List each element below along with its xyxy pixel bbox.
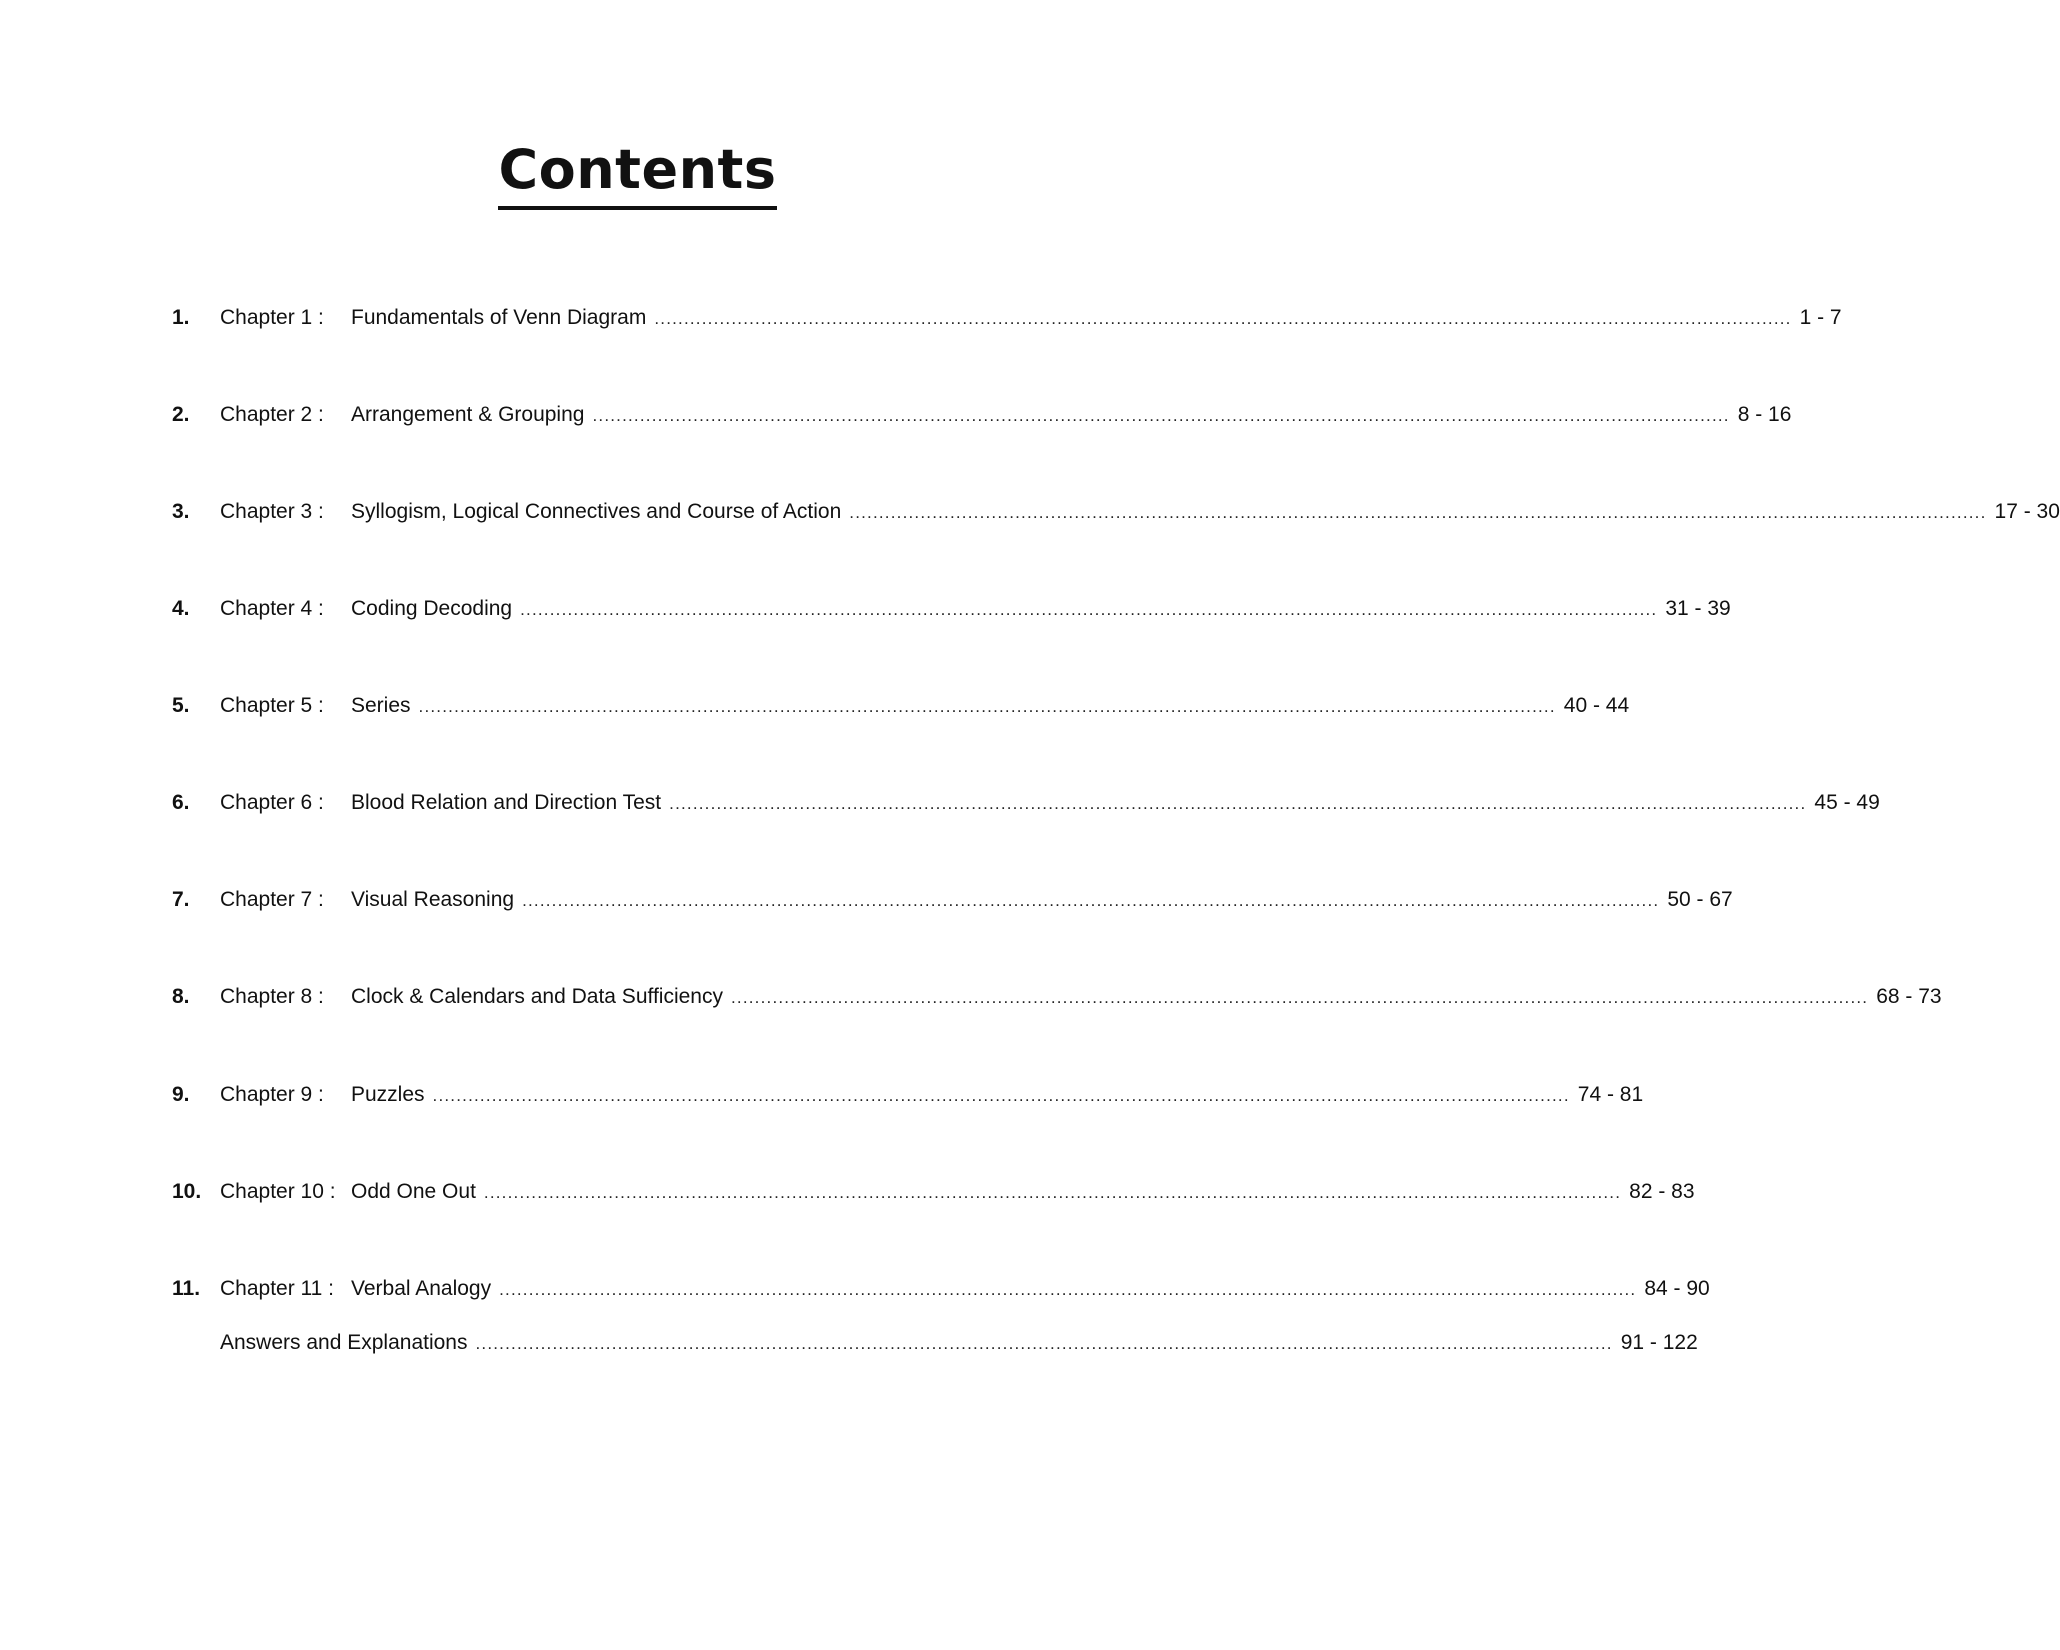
toc-entry-7[interactable]	[170, 884, 1733, 916]
page-range: 68 - 73	[1876, 985, 1942, 1008]
dot-leader: ................................................................................................................................................................................................	[432, 1086, 1570, 1105]
entry-number: 8.	[172, 985, 190, 1008]
dot-leader: ................................................................................................................................................................................................	[849, 503, 1987, 522]
chapter-title: Verbal Analogy	[351, 1277, 492, 1300]
page-range: 40 - 44	[1563, 694, 1630, 717]
dot-leader: ................................................................................................................................................................................................	[592, 406, 1730, 425]
toc-entry-1[interactable]	[170, 302, 1842, 334]
toc-entry-answers[interactable]	[170, 1327, 1698, 1359]
entry-number: 1.	[172, 306, 190, 329]
chapter-title: Clock & Calendars and Data Sufficiency	[351, 985, 723, 1008]
page-range: 74 - 81	[1577, 1083, 1644, 1106]
entry-number: 3.	[172, 500, 190, 523]
entry-line	[220, 1327, 1698, 1360]
chapter-title: Series	[351, 694, 411, 717]
entry-line	[351, 1079, 1644, 1112]
toc-entry-2[interactable]	[170, 399, 1792, 431]
entry-number: 6.	[172, 791, 190, 814]
chapter-label: Chapter 5 :	[220, 694, 324, 717]
entry-number: 2.	[172, 403, 190, 426]
dot-leader: ................................................................................................................................................................................................	[418, 697, 1556, 716]
entry-number: 7.	[172, 888, 190, 911]
chapter-title: Fundamentals of Venn Diagram	[351, 306, 647, 329]
dot-leader: ................................................................................................................................................................................................	[520, 600, 1658, 619]
page-range: 50 - 67	[1667, 888, 1733, 911]
page-range: 45 - 49	[1814, 791, 1880, 814]
toc-entry-10[interactable]	[170, 1176, 1695, 1208]
chapter-title: Coding Decoding	[351, 597, 513, 620]
toc-entry-5[interactable]	[170, 690, 1630, 722]
page-range: 91 - 122	[1620, 1331, 1698, 1354]
toc-entry-6[interactable]	[170, 787, 1880, 819]
entry-line	[351, 884, 1733, 917]
dot-leader: ................................................................................................................................................................................................	[522, 891, 1660, 910]
dot-leader: ................................................................................................................................................................................................	[475, 1334, 1613, 1353]
chapter-title: Blood Relation and Direction Test	[351, 791, 662, 814]
entry-line	[351, 302, 1842, 335]
entry-number: 11.	[172, 1277, 201, 1300]
chapter-label: Chapter 1 :	[220, 306, 324, 329]
entry-line	[351, 399, 1792, 432]
chapter-label: Chapter 3 :	[220, 500, 324, 523]
page-range: 82 - 83	[1629, 1180, 1695, 1203]
answers-title: Answers and Explanations	[220, 1331, 468, 1354]
entry-number: 4.	[172, 597, 190, 620]
title-container	[0, 138, 1275, 210]
entry-number: 9.	[172, 1083, 190, 1106]
page-range: 31 - 39	[1665, 597, 1731, 620]
page-title: Contents	[498, 138, 776, 210]
entry-line	[351, 593, 1731, 626]
dot-leader: ................................................................................................................................................................................................	[669, 794, 1807, 813]
dot-leader: ................................................................................................................................................................................................	[654, 309, 1792, 328]
dot-leader: ................................................................................................................................................................................................	[730, 988, 1869, 1007]
chapter-title: Syllogism, Logical Connectives and Course of Action	[351, 500, 842, 523]
toc-entry-8[interactable]	[170, 981, 1942, 1013]
entry-number: 10.	[172, 1180, 202, 1203]
entry-line	[351, 1176, 1695, 1209]
chapter-label: Chapter 10 :	[220, 1180, 336, 1203]
chapter-label: Chapter 2 :	[220, 403, 324, 426]
page-range: 17 - 30	[1994, 500, 2060, 523]
toc-entry-9[interactable]	[170, 1079, 1644, 1111]
toc-entry-4[interactable]	[170, 593, 1731, 625]
dot-leader: ................................................................................................................................................................................................	[483, 1183, 1622, 1202]
toc-entry-11[interactable]	[170, 1273, 1710, 1305]
entry-line	[351, 690, 1630, 723]
dot-leader: ................................................................................................................................................................................................	[499, 1280, 1637, 1299]
toc-entry-3[interactable]	[170, 496, 2060, 528]
page-range: 8 - 16	[1737, 403, 1792, 426]
chapter-title: Odd One Out	[351, 1180, 476, 1203]
chapter-label: Chapter 11 :	[220, 1277, 335, 1300]
chapter-label: Chapter 6 :	[220, 791, 324, 814]
page-range: 84 - 90	[1644, 1277, 1710, 1300]
entry-number: 5.	[172, 694, 190, 717]
chapter-title: Arrangement & Grouping	[351, 403, 585, 426]
entry-line	[351, 496, 2060, 529]
chapter-label: Chapter 9 :	[220, 1083, 324, 1106]
chapter-label: Chapter 8 :	[220, 985, 324, 1008]
page-range: 1 - 7	[1799, 306, 1842, 329]
chapter-title: Puzzles	[351, 1083, 425, 1106]
chapter-label: Chapter 7 :	[220, 888, 324, 911]
entry-line	[351, 1273, 1710, 1306]
chapter-label: Chapter 4 :	[220, 597, 324, 620]
entry-line	[351, 981, 1942, 1014]
chapter-title: Visual Reasoning	[351, 888, 515, 911]
entry-line	[351, 787, 1880, 820]
